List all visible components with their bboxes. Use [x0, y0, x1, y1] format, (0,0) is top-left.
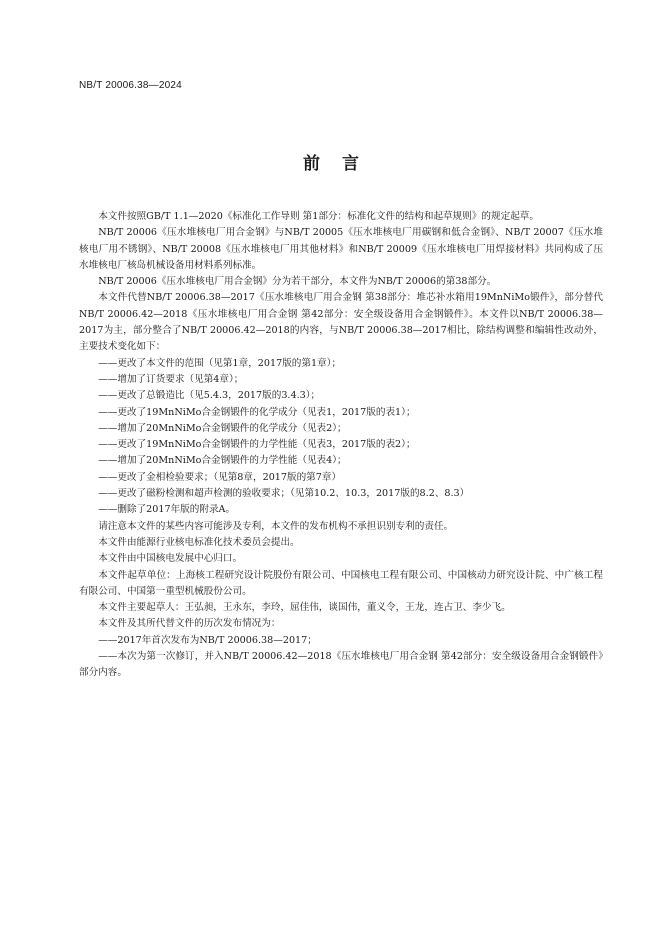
change-item: ——增加了订货要求（见第4章）；: [98, 373, 244, 385]
paragraph-drafting-rules: 本文件按照GB/T 1.1—2020《标准化工作导则 第1部分：标准化文件的结构和起草规则》的规定起草。: [98, 211, 539, 222]
paragraph-drafters: 本文件主要起草人：王弘昶，王永东，李玲，屈佳伟，谈国伟，董义令，王龙，连占卫、李少飞。: [98, 602, 511, 614]
change-item: ——更改了19MnNiMo合金钢锻件的化学成分（见表1，2017版的表1）；: [98, 406, 416, 418]
change-item: ——删除了2017年版的附录A。: [98, 504, 236, 516]
paragraph-drafting-units: 本文件起草单位：上海核工程研究设计院股份有限公司、中国核电工程有限公司、中国核动力研究设计院、中广核工程有限公司、中国第一重型机械股份公司。: [79, 569, 603, 597]
paragraph-replacement: 本文件代替NB/T 20006.38—2017《压水堆核电厂用合金钢 第38部分：堆芯补水箱用19MnNiMo锻件》，部分替代NB/T 20006.42—2018《压水堆核电厂用合金钢 第42部分：安全级设备用合金钢锻件》。本文件以NB/T 20006.38—2017为主，部分整合了NB/T 20006.42—2018的内容，与NB/T 20006.38—2017相比，除结构调整和编辑性改动外，主要技术变化如下：: [79, 292, 603, 353]
foreword-body: [79, 209, 603, 682]
change-item: ——更改了磁粉检测和超声检测的验收要求；（见第10.2、10.3，2017版的8.2、8.3）: [98, 488, 470, 500]
paragraph-proposer: 本文件由能源行业核电标准化技术委员会提出。: [98, 536, 300, 548]
paragraph-part-number: NB/T 20006《压水堆核电厂用合金钢》分为若干部分，本文件为NB/T 20006的第38部分。: [98, 276, 497, 288]
change-item: ——增加了20MnNiMo合金钢锻件的力学性能（见表4）；: [98, 455, 347, 467]
paragraph-patent-notice: 请注意本文件的某些内容可能涉及专利，本文件的发布机构不承担识别专利的责任。: [98, 520, 454, 532]
paragraph-release-history: 本文件及其所代替文件的历次发布情况为：: [98, 618, 281, 630]
document-code-header: NB/T 20006.38—2024: [79, 80, 182, 91]
change-item: ——增加了20MnNiMo合金钢锻件的化学成分（见表2）；: [98, 422, 347, 434]
history-item: ——本次为第一次修订，并入NB/T 20006.42—2018《压水堆核电厂用合金钢 第42部分：安全级设备用合金钢锻件》部分内容。: [79, 651, 603, 679]
change-item: ——更改了本文件的范围（见第1章，2017版的第1章）；: [98, 357, 342, 369]
change-item: ——更改了19MnNiMo合金钢锻件的力学性能（见表3，2017版的表2）；: [98, 439, 416, 451]
paragraph-administrator: 本文件由中国核电发展中心归口。: [98, 553, 243, 565]
paragraph-series-standards: NB/T 20006《压水堆核电厂用合金钢》与NB/T 20005《压水堆核电厂用碳钢和低合金钢》、NB/T 20007《压水堆核电厂用不锈钢》、NB/T 20008《压水堆核电厂用其他材料》和NB/T 20009《压水堆核电厂用焊接材料》共同构成了压水堆核电厂核岛机械设备用材料系列标准。: [79, 227, 603, 271]
change-item: ——更改了金相检验要求；（见第8章，2017版的第7章）: [98, 471, 342, 483]
change-item: ——更改了总锻造比（见5.4.3，2017版的3.4.3）；: [98, 390, 321, 402]
history-item: ——2017年首次发布为NB/T 20006.38—2017；: [98, 634, 317, 646]
page-title: 前言: [303, 154, 381, 174]
